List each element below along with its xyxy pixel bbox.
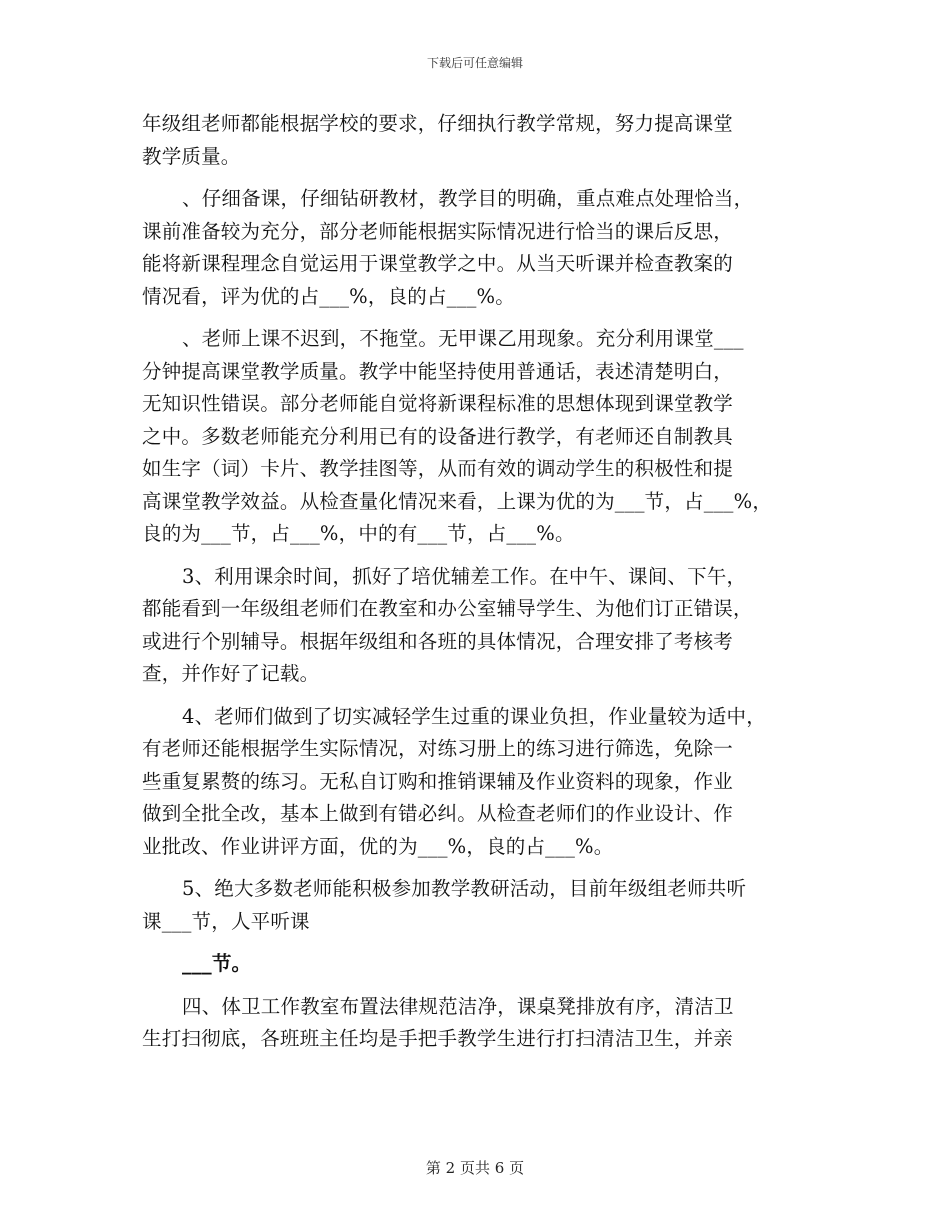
- text-line: 3、利用课余时间，抓好了培优辅差工作。在中午、课间、下午，: [182, 564, 747, 588]
- text-line: 生打扫彻底，各班班主任均是手把手教学生进行打扫清洁卫生，并亲: [142, 1027, 734, 1050]
- paragraph-intro: [142, 108, 822, 173]
- text-line: 课___节，人平听课: [142, 909, 310, 933]
- text-line: 高课堂教学效益。从检查量化情况来看，上课为优的为___节，占___%，: [142, 489, 773, 513]
- text-line: 良的为___节，占___%，中的有___节，占___%。: [142, 522, 575, 545]
- text-line: 业批改、作业讲评方面，优的为___%，良的占___%。: [142, 834, 614, 858]
- text-line: 分钟提高课堂教学质量。教学中能坚持使用普通话，表述清楚明白，: [142, 359, 734, 383]
- text-line: 、老师上课不迟到，不拖堂。无甲课乙用现象。充分利用课堂___: [182, 327, 744, 350]
- document-body: [142, 108, 822, 1056]
- page-header: 下载后可任意编辑: [426, 56, 523, 70]
- text-line: 、仔细备课，仔细钻研教材，教学目的明确，重点难点处理恰当，: [182, 187, 754, 210]
- text-line: 之中。多数老师能充分利用已有的设备进行教学，有老师还自制教具: [142, 424, 734, 448]
- text-line: 有老师还能根据学生实际情况，对练习册上的练习进行筛选，免除一: [142, 737, 734, 760]
- text-line: 如生字（词）卡片、教学挂图等，从而有效的调动学生的积极性和提: [142, 457, 734, 480]
- text-line: 情况看，评为优的占___%，良的占___%。: [142, 284, 515, 308]
- text-line: 能将新课程理念自觉运用于课堂教学之中。从当天听课并检查教案的: [142, 252, 734, 275]
- text-line: 4、老师们做到了切实减轻学生过重的课业负担，作业量较为适中，: [182, 704, 766, 728]
- text-line: ___节。: [182, 952, 252, 975]
- text-line: 课前准备较为充分，部分老师能根据实际情况进行恰当的课后反思，: [142, 219, 734, 243]
- text-line: 些重复累赘的练习。无私自订购和推销课辅及作业资料的现象，作业: [142, 769, 734, 793]
- text-line: 都能看到一年级组老师们在教室和办公室辅导学生、为他们订正错误，: [142, 597, 753, 620]
- paragraph-teaching-research: [142, 873, 822, 938]
- text-line: 教学质量。: [142, 144, 241, 168]
- text-line: 查，并作好了记载。: [142, 662, 320, 685]
- paragraph-classroom-teaching: [142, 323, 822, 551]
- text-line: 5、绝大多数老师能积极参加教学教研活动，目前年级组老师共听: [182, 877, 747, 900]
- page-footer: 第 2 页共 6 页: [425, 1159, 525, 1177]
- text-line: 年级组老师都能根据学校的要求，仔细执行教学常规，努力提高课堂: [142, 112, 734, 135]
- paragraph-lesson-count: [142, 948, 822, 981]
- paragraph-homework: [142, 701, 822, 864]
- text-line: 做到全批全改，基本上做到有错必纠。从检查老师们的作业设计、作: [142, 802, 734, 825]
- paragraph-lesson-preparation: [142, 183, 822, 313]
- text-line: 四、体卫工作教室布置法律规范洁净，课桌凳排放有序，清洁卫: [182, 994, 734, 1018]
- paragraph-health-section: [142, 991, 822, 1056]
- text-line: 或进行个别辅导。根据年级组和各班的具体情况，合理安排了考核考: [142, 629, 734, 653]
- paragraph-tutoring: [142, 561, 822, 691]
- text-line: 无知识性错误。部分老师能自觉将新课程标准的思想体现到课堂教学: [142, 392, 734, 415]
